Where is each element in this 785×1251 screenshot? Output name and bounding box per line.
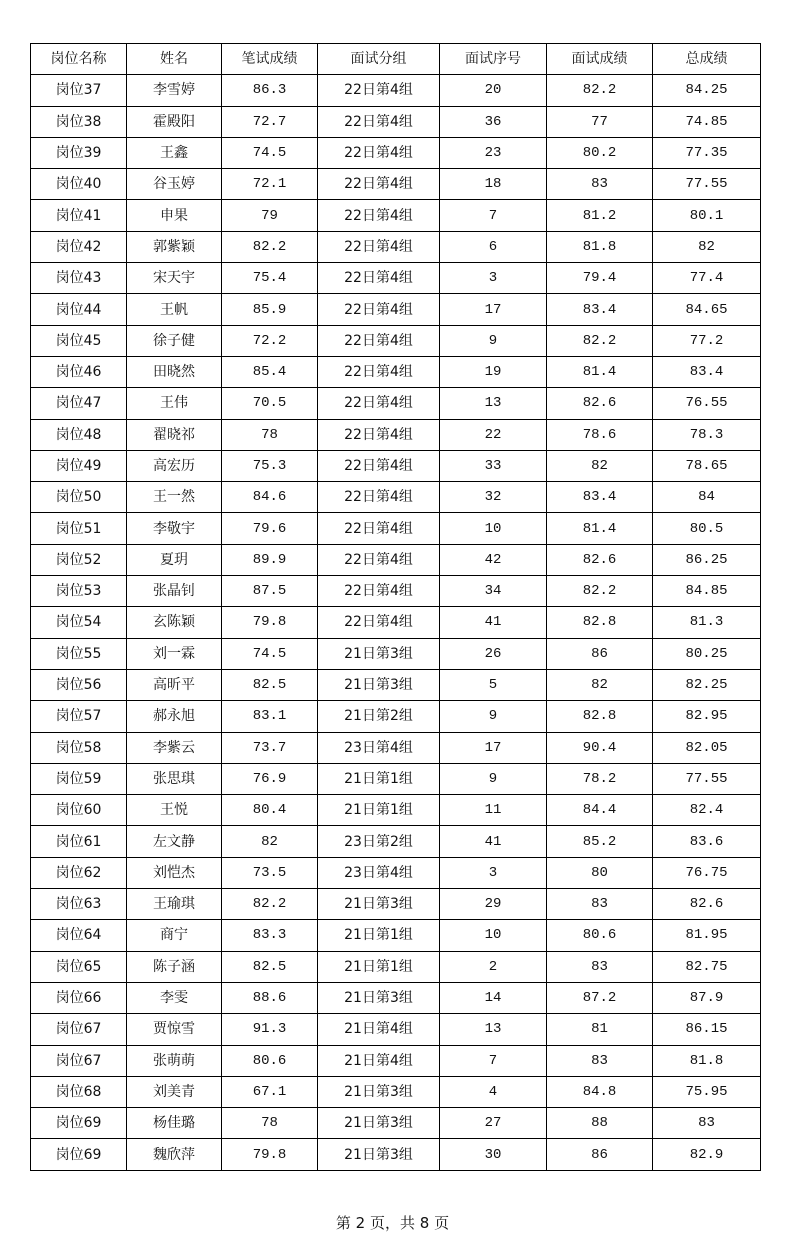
interview-score-cell: 83 <box>547 951 653 982</box>
position-cell: 岗位43 <box>31 263 127 294</box>
interview-score-cell: 82.8 <box>547 607 653 638</box>
position-cell: 岗位50 <box>31 482 127 513</box>
name-cell: 李雯 <box>127 982 222 1013</box>
position-cell: 岗位67 <box>31 1045 127 1076</box>
table-row <box>31 169 761 200</box>
position-cell: 岗位61 <box>31 826 127 857</box>
interview-score-cell: 83.4 <box>547 294 653 325</box>
written-score-cell: 82.5 <box>222 669 318 700</box>
table-row <box>31 889 761 920</box>
total-score-cell: 83 <box>653 1108 761 1139</box>
interview-score-cell: 83 <box>547 889 653 920</box>
interview-order-cell: 41 <box>440 607 547 638</box>
interview-score-cell: 83.4 <box>547 482 653 513</box>
total-score-cell: 77.55 <box>653 763 761 794</box>
total-score-cell: 82.4 <box>653 795 761 826</box>
written-score-cell: 73.7 <box>222 732 318 763</box>
interview-score-cell: 82.8 <box>547 701 653 732</box>
interview-group-cell: 22日第4组 <box>318 200 440 231</box>
name-cell: 霍殿阳 <box>127 106 222 137</box>
interview-group-cell: 22日第4组 <box>318 75 440 106</box>
total-score-cell: 74.85 <box>653 106 761 137</box>
name-cell: 李紫云 <box>127 732 222 763</box>
total-score-cell: 84.85 <box>653 576 761 607</box>
position-cell: 岗位38 <box>31 106 127 137</box>
name-cell: 杨佳璐 <box>127 1108 222 1139</box>
interview-group-cell: 22日第4组 <box>318 106 440 137</box>
table-row <box>31 388 761 419</box>
name-cell: 田晓然 <box>127 356 222 387</box>
total-score-cell: 76.75 <box>653 857 761 888</box>
written-score-cell: 76.9 <box>222 763 318 794</box>
name-cell: 陈子涵 <box>127 951 222 982</box>
interview-order-cell: 5 <box>440 669 547 700</box>
total-score-cell: 78.3 <box>653 419 761 450</box>
score-table-container <box>30 43 760 1171</box>
interview-order-cell: 18 <box>440 169 547 200</box>
interview-score-cell: 82.6 <box>547 388 653 419</box>
interview-order-cell: 34 <box>440 576 547 607</box>
interview-score-cell: 81.4 <box>547 513 653 544</box>
total-score-cell: 81.3 <box>653 607 761 638</box>
interview-score-cell: 86 <box>547 1139 653 1170</box>
interview-order-cell: 27 <box>440 1108 547 1139</box>
interview-score-cell: 80.2 <box>547 137 653 168</box>
written-score-cell: 88.6 <box>222 982 318 1013</box>
written-score-cell: 80.4 <box>222 795 318 826</box>
position-cell: 岗位55 <box>31 638 127 669</box>
total-score-cell: 81.95 <box>653 920 761 951</box>
position-cell: 岗位46 <box>31 356 127 387</box>
total-score-cell: 76.55 <box>653 388 761 419</box>
total-score-cell: 77.4 <box>653 263 761 294</box>
position-cell: 岗位42 <box>31 231 127 262</box>
written-score-cell: 78 <box>222 419 318 450</box>
interview-order-cell: 20 <box>440 75 547 106</box>
interview-score-cell: 80.6 <box>547 920 653 951</box>
interview-order-cell: 30 <box>440 1139 547 1170</box>
total-score-cell: 82.95 <box>653 701 761 732</box>
table-row <box>31 513 761 544</box>
interview-score-cell: 90.4 <box>547 732 653 763</box>
interview-group-cell: 21日第3组 <box>318 669 440 700</box>
score-table <box>30 43 761 1171</box>
position-cell: 岗位54 <box>31 607 127 638</box>
position-cell: 岗位66 <box>31 982 127 1013</box>
interview-group-cell: 21日第1组 <box>318 920 440 951</box>
name-cell: 商宁 <box>127 920 222 951</box>
interview-score-cell: 81 <box>547 1014 653 1045</box>
interview-order-cell: 22 <box>440 419 547 450</box>
table-row <box>31 544 761 575</box>
name-cell: 王帆 <box>127 294 222 325</box>
name-cell: 左文静 <box>127 826 222 857</box>
written-score-cell: 86.3 <box>222 75 318 106</box>
header-interview-score: 面试成绩 <box>547 44 653 75</box>
table-row <box>31 325 761 356</box>
table-row <box>31 231 761 262</box>
name-cell: 谷玉婷 <box>127 169 222 200</box>
name-cell: 魏欣萍 <box>127 1139 222 1170</box>
interview-score-cell: 80 <box>547 857 653 888</box>
table-row <box>31 920 761 951</box>
interview-order-cell: 13 <box>440 388 547 419</box>
table-row <box>31 1139 761 1170</box>
interview-group-cell: 23日第2组 <box>318 826 440 857</box>
interview-group-cell: 22日第4组 <box>318 482 440 513</box>
interview-group-cell: 21日第1组 <box>318 763 440 794</box>
name-cell: 王一然 <box>127 482 222 513</box>
position-cell: 岗位60 <box>31 795 127 826</box>
written-score-cell: 74.5 <box>222 638 318 669</box>
written-score-cell: 82.2 <box>222 889 318 920</box>
interview-order-cell: 29 <box>440 889 547 920</box>
position-cell: 岗位37 <box>31 75 127 106</box>
interview-order-cell: 3 <box>440 857 547 888</box>
interview-order-cell: 6 <box>440 231 547 262</box>
interview-order-cell: 19 <box>440 356 547 387</box>
interview-score-cell: 88 <box>547 1108 653 1139</box>
interview-score-cell: 83 <box>547 169 653 200</box>
interview-order-cell: 10 <box>440 513 547 544</box>
interview-order-cell: 42 <box>440 544 547 575</box>
total-score-cell: 77.2 <box>653 325 761 356</box>
name-cell: 王伟 <box>127 388 222 419</box>
interview-order-cell: 3 <box>440 263 547 294</box>
interview-group-cell: 21日第2组 <box>318 701 440 732</box>
name-cell: 徐子健 <box>127 325 222 356</box>
table-row <box>31 638 761 669</box>
interview-order-cell: 36 <box>440 106 547 137</box>
interview-score-cell: 82.6 <box>547 544 653 575</box>
written-score-cell: 79 <box>222 200 318 231</box>
interview-score-cell: 77 <box>547 106 653 137</box>
interview-group-cell: 22日第4组 <box>318 294 440 325</box>
total-score-cell: 82.75 <box>653 951 761 982</box>
interview-group-cell: 22日第4组 <box>318 576 440 607</box>
name-cell: 张萌萌 <box>127 1045 222 1076</box>
interview-group-cell: 21日第3组 <box>318 638 440 669</box>
header-interview-group: 面试分组 <box>318 44 440 75</box>
interview-group-cell: 21日第3组 <box>318 1076 440 1107</box>
position-cell: 岗位53 <box>31 576 127 607</box>
total-score-cell: 83.6 <box>653 826 761 857</box>
written-score-cell: 79.8 <box>222 607 318 638</box>
written-score-cell: 78 <box>222 1108 318 1139</box>
interview-group-cell: 21日第4组 <box>318 1014 440 1045</box>
interview-score-cell: 78.6 <box>547 419 653 450</box>
written-score-cell: 74.5 <box>222 137 318 168</box>
interview-order-cell: 32 <box>440 482 547 513</box>
total-score-cell: 82.9 <box>653 1139 761 1170</box>
name-cell: 夏玥 <box>127 544 222 575</box>
table-row <box>31 1108 761 1139</box>
interview-group-cell: 22日第4组 <box>318 137 440 168</box>
total-score-cell: 82.25 <box>653 669 761 700</box>
table-row <box>31 576 761 607</box>
position-cell: 岗位52 <box>31 544 127 575</box>
written-score-cell: 83.3 <box>222 920 318 951</box>
table-row <box>31 137 761 168</box>
table-row <box>31 1045 761 1076</box>
written-score-cell: 82.5 <box>222 951 318 982</box>
written-score-cell: 75.4 <box>222 263 318 294</box>
interview-order-cell: 23 <box>440 137 547 168</box>
total-score-cell: 86.15 <box>653 1014 761 1045</box>
interview-group-cell: 21日第3组 <box>318 982 440 1013</box>
table-row <box>31 763 761 794</box>
interview-group-cell: 22日第4组 <box>318 263 440 294</box>
position-cell: 岗位45 <box>31 325 127 356</box>
total-score-cell: 80.5 <box>653 513 761 544</box>
header-total-score: 总成绩 <box>653 44 761 75</box>
interview-order-cell: 11 <box>440 795 547 826</box>
table-row <box>31 419 761 450</box>
interview-group-cell: 21日第3组 <box>318 1139 440 1170</box>
interview-score-cell: 82.2 <box>547 576 653 607</box>
written-score-cell: 72.1 <box>222 169 318 200</box>
total-score-cell: 87.9 <box>653 982 761 1013</box>
written-score-cell: 89.9 <box>222 544 318 575</box>
name-cell: 翟晓祁 <box>127 419 222 450</box>
name-cell: 宋天宇 <box>127 263 222 294</box>
table-row <box>31 669 761 700</box>
written-score-cell: 87.5 <box>222 576 318 607</box>
table-row <box>31 1076 761 1107</box>
interview-order-cell: 17 <box>440 732 547 763</box>
interview-order-cell: 41 <box>440 826 547 857</box>
interview-group-cell: 21日第1组 <box>318 951 440 982</box>
written-score-cell: 91.3 <box>222 1014 318 1045</box>
interview-order-cell: 4 <box>440 1076 547 1107</box>
position-cell: 岗位41 <box>31 200 127 231</box>
total-score-cell: 86.25 <box>653 544 761 575</box>
total-score-cell: 84 <box>653 482 761 513</box>
interview-score-cell: 79.4 <box>547 263 653 294</box>
written-score-cell: 79.8 <box>222 1139 318 1170</box>
interview-group-cell: 22日第4组 <box>318 169 440 200</box>
interview-score-cell: 83 <box>547 1045 653 1076</box>
interview-score-cell: 81.8 <box>547 231 653 262</box>
table-row <box>31 951 761 982</box>
written-score-cell: 72.7 <box>222 106 318 137</box>
name-cell: 申果 <box>127 200 222 231</box>
written-score-cell: 79.6 <box>222 513 318 544</box>
interview-group-cell: 22日第4组 <box>318 513 440 544</box>
total-score-cell: 82 <box>653 231 761 262</box>
position-cell: 岗位39 <box>31 137 127 168</box>
position-cell: 岗位68 <box>31 1076 127 1107</box>
name-cell: 刘一霖 <box>127 638 222 669</box>
interview-group-cell: 21日第1组 <box>318 795 440 826</box>
written-score-cell: 85.4 <box>222 356 318 387</box>
position-cell: 岗位69 <box>31 1108 127 1139</box>
written-score-cell: 70.5 <box>222 388 318 419</box>
position-cell: 岗位51 <box>31 513 127 544</box>
position-cell: 岗位40 <box>31 169 127 200</box>
table-row <box>31 732 761 763</box>
header-written-score: 笔试成绩 <box>222 44 318 75</box>
name-cell: 郝永旭 <box>127 701 222 732</box>
interview-group-cell: 22日第4组 <box>318 231 440 262</box>
table-row <box>31 75 761 106</box>
table-row <box>31 826 761 857</box>
position-cell: 岗位59 <box>31 763 127 794</box>
position-cell: 岗位65 <box>31 951 127 982</box>
total-score-cell: 77.55 <box>653 169 761 200</box>
total-score-cell: 81.8 <box>653 1045 761 1076</box>
name-cell: 刘恺杰 <box>127 857 222 888</box>
interview-group-cell: 22日第4组 <box>318 356 440 387</box>
interview-score-cell: 84.8 <box>547 1076 653 1107</box>
written-score-cell: 83.1 <box>222 701 318 732</box>
interview-score-cell: 82.2 <box>547 325 653 356</box>
interview-order-cell: 26 <box>440 638 547 669</box>
interview-score-cell: 82.2 <box>547 75 653 106</box>
interview-group-cell: 23日第4组 <box>318 857 440 888</box>
name-cell: 李敬宇 <box>127 513 222 544</box>
name-cell: 玄陈颖 <box>127 607 222 638</box>
written-score-cell: 84.6 <box>222 482 318 513</box>
interview-score-cell: 78.2 <box>547 763 653 794</box>
interview-score-cell: 81.4 <box>547 356 653 387</box>
interview-score-cell: 87.2 <box>547 982 653 1013</box>
interview-order-cell: 33 <box>440 450 547 481</box>
table-row <box>31 106 761 137</box>
position-cell: 岗位49 <box>31 450 127 481</box>
name-cell: 郭紫颖 <box>127 231 222 262</box>
total-score-cell: 77.35 <box>653 137 761 168</box>
interview-group-cell: 22日第4组 <box>318 388 440 419</box>
interview-group-cell: 23日第4组 <box>318 732 440 763</box>
name-cell: 张晶钊 <box>127 576 222 607</box>
total-score-cell: 75.95 <box>653 1076 761 1107</box>
written-score-cell: 67.1 <box>222 1076 318 1107</box>
total-score-cell: 84.65 <box>653 294 761 325</box>
header-interview-order: 面试序号 <box>440 44 547 75</box>
header-position-name: 岗位名称 <box>31 44 127 75</box>
interview-order-cell: 9 <box>440 701 547 732</box>
interview-score-cell: 86 <box>547 638 653 669</box>
total-score-cell: 78.65 <box>653 450 761 481</box>
name-cell: 王瑜琪 <box>127 889 222 920</box>
table-row <box>31 982 761 1013</box>
position-cell: 岗位56 <box>31 669 127 700</box>
table-row <box>31 200 761 231</box>
table-row <box>31 607 761 638</box>
table-row <box>31 701 761 732</box>
table-header-row <box>31 44 761 75</box>
interview-score-cell: 82 <box>547 450 653 481</box>
table-row <box>31 482 761 513</box>
written-score-cell: 73.5 <box>222 857 318 888</box>
interview-score-cell: 81.2 <box>547 200 653 231</box>
total-score-cell: 82.05 <box>653 732 761 763</box>
interview-order-cell: 17 <box>440 294 547 325</box>
position-cell: 岗位69 <box>31 1139 127 1170</box>
position-cell: 岗位63 <box>31 889 127 920</box>
position-cell: 岗位57 <box>31 701 127 732</box>
interview-order-cell: 7 <box>440 1045 547 1076</box>
interview-order-cell: 9 <box>440 325 547 356</box>
page-footer: 第 2 页，共 8 页 <box>335 1214 450 1232</box>
interview-order-cell: 14 <box>440 982 547 1013</box>
written-score-cell: 82 <box>222 826 318 857</box>
table-row <box>31 294 761 325</box>
position-cell: 岗位58 <box>31 732 127 763</box>
interview-group-cell: 22日第4组 <box>318 607 440 638</box>
table-row <box>31 450 761 481</box>
total-score-cell: 84.25 <box>653 75 761 106</box>
position-cell: 岗位62 <box>31 857 127 888</box>
written-score-cell: 80.6 <box>222 1045 318 1076</box>
interview-group-cell: 22日第4组 <box>318 325 440 356</box>
table-row <box>31 1014 761 1045</box>
position-cell: 岗位47 <box>31 388 127 419</box>
interview-order-cell: 9 <box>440 763 547 794</box>
interview-group-cell: 22日第4组 <box>318 450 440 481</box>
interview-score-cell: 85.2 <box>547 826 653 857</box>
table-body <box>31 75 761 1170</box>
written-score-cell: 85.9 <box>222 294 318 325</box>
interview-score-cell: 84.4 <box>547 795 653 826</box>
interview-group-cell: 21日第4组 <box>318 1045 440 1076</box>
interview-order-cell: 2 <box>440 951 547 982</box>
position-cell: 岗位44 <box>31 294 127 325</box>
position-cell: 岗位67 <box>31 1014 127 1045</box>
written-score-cell: 75.3 <box>222 450 318 481</box>
name-cell: 王鑫 <box>127 137 222 168</box>
table-row <box>31 356 761 387</box>
interview-score-cell: 82 <box>547 669 653 700</box>
interview-order-cell: 7 <box>440 200 547 231</box>
position-cell: 岗位64 <box>31 920 127 951</box>
interview-group-cell: 21日第3组 <box>318 1108 440 1139</box>
name-cell: 高昕平 <box>127 669 222 700</box>
name-cell: 张思琪 <box>127 763 222 794</box>
table-row <box>31 795 761 826</box>
name-cell: 刘美青 <box>127 1076 222 1107</box>
name-cell: 贾惊雪 <box>127 1014 222 1045</box>
written-score-cell: 72.2 <box>222 325 318 356</box>
interview-order-cell: 13 <box>440 1014 547 1045</box>
total-score-cell: 83.4 <box>653 356 761 387</box>
written-score-cell: 82.2 <box>222 231 318 262</box>
position-cell: 岗位48 <box>31 419 127 450</box>
total-score-cell: 82.6 <box>653 889 761 920</box>
table-row <box>31 263 761 294</box>
interview-group-cell: 22日第4组 <box>318 419 440 450</box>
name-cell: 高宏历 <box>127 450 222 481</box>
total-score-cell: 80.25 <box>653 638 761 669</box>
total-score-cell: 80.1 <box>653 200 761 231</box>
table-row <box>31 857 761 888</box>
name-cell: 李雪婷 <box>127 75 222 106</box>
interview-order-cell: 10 <box>440 920 547 951</box>
name-cell: 王悦 <box>127 795 222 826</box>
header-name: 姓名 <box>127 44 222 75</box>
interview-group-cell: 21日第3组 <box>318 889 440 920</box>
interview-group-cell: 22日第4组 <box>318 544 440 575</box>
